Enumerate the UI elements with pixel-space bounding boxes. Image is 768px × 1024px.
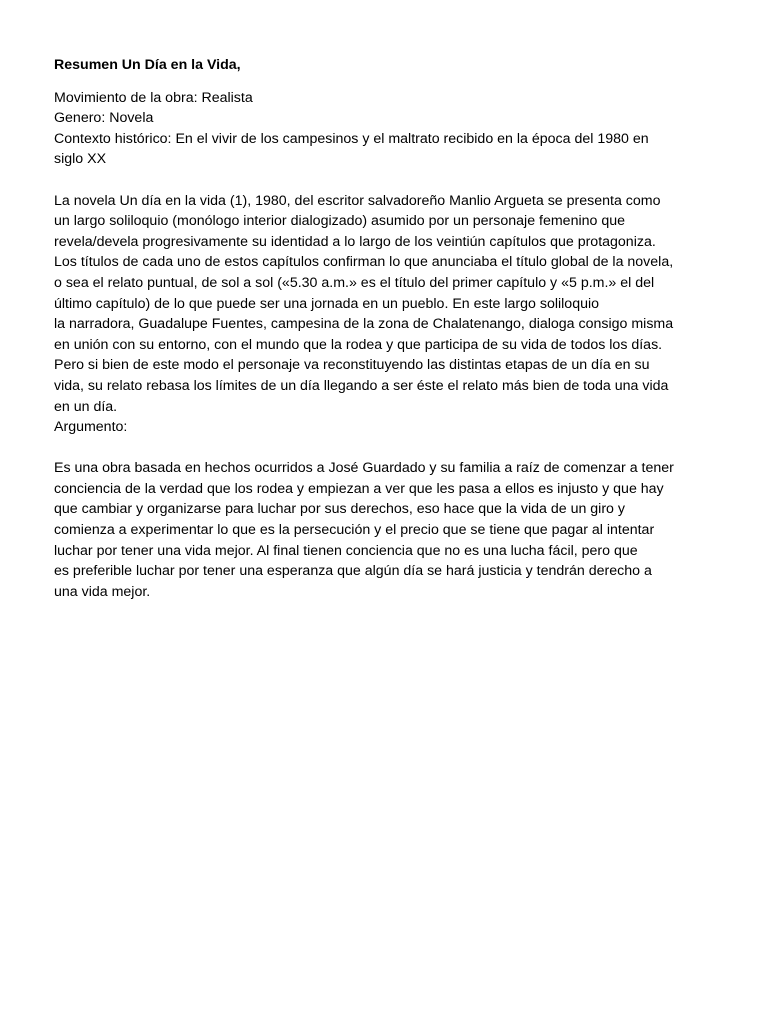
paragraph-line: en un día. [54, 398, 118, 415]
summary-paragraph [54, 191, 718, 418]
document-title: Resumen Un Día en la Vida, [54, 57, 241, 73]
paragraph-line: la narradora, Guadalupe Fuentes, campesina de la zona de Chalatenango, dialoga consigo misma [54, 316, 674, 333]
meta-line: Movimiento de la obra: Realista [54, 89, 253, 106]
paragraph-line: que cambiar y organizarse para luchar por sus derechos, eso hace que la vida de un giro y [54, 501, 625, 518]
document-body [54, 55, 718, 602]
paragraph-line: en unión con su entorno, con el mundo que la rodea y que participa de su vida de todos los días. [54, 336, 663, 353]
paragraph-line: conciencia de la verdad que los rodea y empiezan a ver que les pasa a ellos es injusto y que hay [54, 480, 664, 497]
paragraph-line: comienza a experimentar lo que es la persecución y el precio que se tiene que pagar al intentar [54, 522, 655, 539]
paragraph-spacer [54, 170, 718, 191]
paragraph-line: luchar por tener una vida mejor. Al final tienen conciencia que no es una lucha fácil, pero que [54, 542, 638, 559]
meta-line: Genero: Novela [54, 110, 154, 127]
argument-paragraph [54, 458, 718, 602]
meta-line: Contexto histórico: En el vivir de los campesinos y el maltrato recibido en la época del 1980 en [54, 130, 649, 147]
paragraph-line: o sea el relato puntual, de sol a sol («5.30 a.m.» es el título del primer capítulo y «5 p.m.» el del [54, 274, 655, 291]
paragraph-line: es preferible luchar por tener una esperanza que algún día se hará justicia y tendrán derecho a [54, 563, 652, 580]
argument-label: Argumento: [54, 419, 128, 436]
paragraph-line: último capítulo) de lo que puede ser una jornada en un pueblo. En este largo soliloquio [54, 295, 600, 312]
paragraph-line: La novela Un día en la vida (1), 1980, del escritor salvadoreño Manlio Argueta se presenta como [54, 192, 661, 209]
meta-line: siglo XX [54, 151, 107, 168]
paragraph-line: Los títulos de cada uno de estos capítulos confirman lo que anunciaba el título global de la novela, [54, 254, 674, 271]
meta-block [54, 88, 718, 170]
paragraph-line: vida, su relato rebasa los límites de un día llegando a ser éste el relato más bien de toda una vida [54, 377, 669, 394]
paragraph-line: una vida mejor. [54, 583, 151, 600]
paragraph-line: un largo soliloquio (monólogo interior dialogizado) asumido por un personaje femenino que [54, 213, 626, 230]
paragraph-line: Es una obra basada en hechos ocurridos a José Guardado y su familia a raíz de comenzar a tener [54, 460, 674, 477]
paragraph-line: Pero si bien de este modo el personaje va reconstituyendo las distintas etapas de un día en su [54, 357, 650, 374]
paragraph-line: revela/devela progresivamente su identidad a lo largo de los veintiún capítulos que protagoniza. [54, 233, 656, 250]
paragraph-spacer [54, 438, 718, 459]
